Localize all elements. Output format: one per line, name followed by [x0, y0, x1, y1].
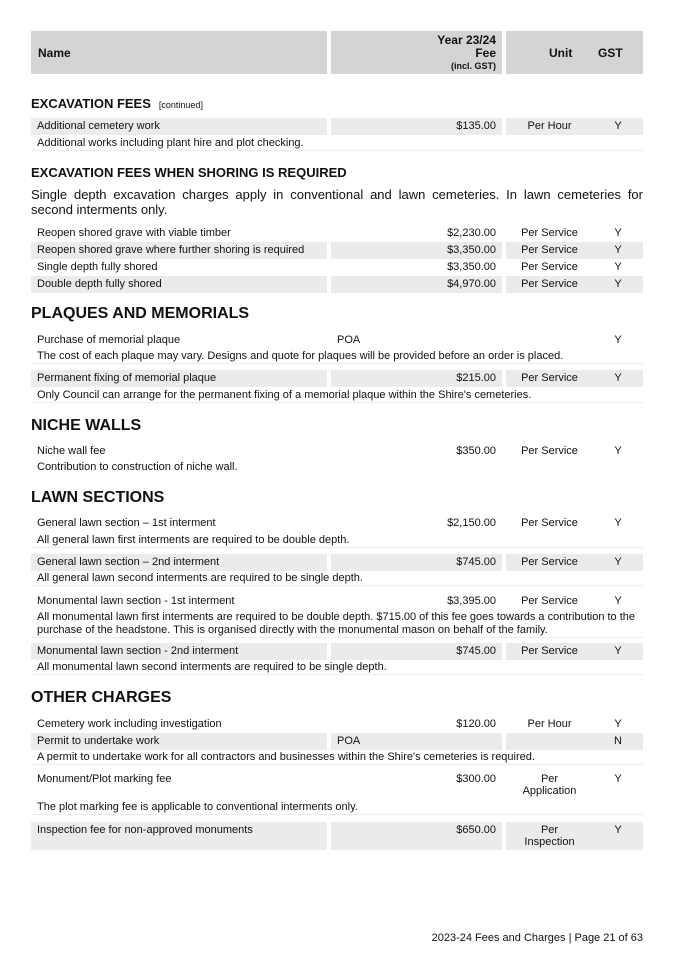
table-row	[31, 771, 643, 799]
row-unit-line: Application	[522, 785, 577, 797]
row-note: All monumental lawn second interments are required to be single depth.	[31, 661, 643, 675]
row-note: The plot marking fee is applicable to conventional interments only.	[31, 801, 643, 815]
row-gst: Y	[614, 445, 622, 457]
row-unit: Per Service	[506, 276, 593, 293]
row-name: Monument/Plot marking fee	[37, 773, 172, 785]
table-row	[31, 554, 643, 571]
row-unit	[506, 822, 593, 850]
row-fee: $120.00	[456, 718, 496, 730]
section-title-plaques: PLAQUES AND MEMORIALS	[31, 305, 250, 322]
row-unit: Per Service	[506, 643, 593, 660]
row-name: Cemetery work including investigation	[37, 718, 222, 730]
section-title-lawn: LAWN SECTIONS	[31, 489, 165, 506]
header-fee	[437, 34, 496, 73]
header-fee-year: Year 23/24	[437, 33, 496, 47]
row-name: Permit to undertake work	[31, 733, 327, 750]
row-unit	[506, 733, 593, 750]
page-footer: 2023-24 Fees and Charges | Page 21 of 63	[431, 932, 643, 944]
header-unit: Unit	[549, 46, 573, 60]
row-note: All monumental lawn first interments are required to be double depth. $715.00 of this fee goes towards a contribution to the purchase of the headstone. This is organised directly with the monumental mason on behalf of the family.	[31, 611, 643, 638]
table-row	[31, 593, 643, 610]
header-gst: GST	[598, 46, 623, 60]
table-row	[31, 443, 643, 460]
row-gst: Y	[614, 718, 622, 730]
row-gst: Y	[614, 517, 622, 529]
row-fee: POA	[331, 733, 502, 750]
row-gst: Y	[614, 595, 622, 607]
row-note: All general lawn second interments are required to be single depth.	[31, 572, 643, 586]
section-title-excavation	[31, 96, 203, 111]
row-unit: Per Service	[521, 595, 578, 607]
header-fee-note: (incl. GST)	[451, 61, 496, 71]
row-unit	[506, 332, 593, 349]
row-unit: Per Service	[521, 445, 578, 457]
row-name: Purchase of memorial plaque	[37, 334, 181, 346]
row-gst: Y	[593, 242, 643, 259]
row-unit: Per Service	[506, 554, 593, 571]
row-fee: $4,970.00	[331, 276, 502, 293]
row-fee: $135.00	[331, 118, 502, 135]
row-fee: $650.00	[331, 822, 502, 850]
table-row	[31, 822, 643, 850]
row-note: Only Council can arrange for the permanent fixing of a memorial plaque within the Shire's cemeteries.	[31, 389, 643, 403]
row-unit	[506, 771, 593, 799]
row-fee: $745.00	[331, 643, 502, 660]
row-unit-line: Per	[540, 824, 559, 836]
row-note: All general lawn first interments are required to be double depth.	[31, 534, 643, 548]
table-row	[31, 370, 643, 387]
row-name: Double depth fully shored	[31, 276, 327, 293]
header-fee-label: Fee	[475, 46, 496, 60]
table-row	[31, 515, 643, 532]
row-name: Monumental lawn section - 1st interment	[37, 595, 235, 607]
table-row	[31, 643, 643, 660]
row-unit: Per Service	[521, 227, 578, 239]
row-unit: Per Service	[506, 370, 593, 387]
row-name: Additional cemetery work	[31, 118, 327, 135]
section-title-other: OTHER CHARGES	[31, 689, 172, 706]
table-row	[31, 118, 643, 135]
row-gst: Y	[593, 643, 643, 660]
row-unit: Per Service	[521, 517, 578, 529]
row-gst: Y	[614, 227, 622, 239]
row-name: Reopen shored grave with viable timber	[37, 227, 231, 239]
row-gst: Y	[593, 118, 643, 135]
row-fee: $745.00	[331, 554, 502, 571]
row-gst: Y	[593, 276, 643, 293]
row-name: General lawn section – 1st interment	[37, 517, 216, 529]
header-name: Name	[38, 46, 71, 60]
row-fee: $3,350.00	[331, 242, 502, 259]
row-gst: Y	[593, 554, 643, 571]
row-fee: $2,150.00	[447, 517, 496, 529]
row-unit: Per Hour	[527, 718, 572, 730]
continued-label: [continued]	[158, 100, 203, 110]
row-name: General lawn section – 2nd interment	[31, 554, 327, 571]
row-fee: $3,395.00	[447, 595, 496, 607]
row-fee: $300.00	[456, 773, 496, 785]
row-gst: Y	[614, 334, 622, 346]
table-row	[31, 276, 643, 293]
row-gst: Y	[593, 370, 643, 387]
row-unit-line: Inspection	[524, 836, 575, 848]
row-unit: Per Service	[521, 261, 578, 273]
row-gst: N	[593, 733, 643, 750]
section-title-shoring: EXCAVATION FEES WHEN SHORING IS REQUIRED	[31, 165, 347, 180]
row-note: The cost of each plaque may vary. Designs and quote for plaques will be provided before an order is placed.	[31, 350, 643, 364]
table-row	[31, 332, 643, 349]
row-unit-line: Per	[540, 773, 559, 785]
table-header	[31, 31, 643, 74]
section-description: Single depth excavation charges apply in conventional and lawn cemeteries. In lawn cemeteries for second interments only.	[31, 187, 643, 217]
table-row	[31, 259, 643, 276]
table-row	[31, 242, 643, 259]
row-name: Single depth fully shored	[37, 261, 158, 273]
header-fee-cell	[331, 31, 502, 74]
section-title-niche: NICHE WALLS	[31, 417, 142, 434]
row-unit: Per Hour	[506, 118, 593, 135]
row-fee: $215.00	[331, 370, 502, 387]
row-fee: POA	[337, 334, 361, 346]
table-row	[31, 225, 643, 242]
row-name: Reopen shored grave where further shoring is required	[31, 242, 327, 259]
row-unit: Per Service	[506, 242, 593, 259]
row-gst: Y	[593, 822, 643, 850]
row-fee: $2,230.00	[447, 227, 496, 239]
table-row	[31, 733, 643, 750]
row-note: A permit to undertake work for all contractors and businesses within the Shire's cemeteries is required.	[31, 751, 643, 765]
row-fee: $350.00	[456, 445, 496, 457]
row-note: Contribution to construction of niche wall.	[37, 461, 238, 473]
header-unit-gst-cell	[506, 31, 643, 74]
row-name: Permanent fixing of memorial plaque	[31, 370, 327, 387]
row-name: Inspection fee for non-approved monuments	[31, 822, 327, 850]
row-fee: $3,350.00	[447, 261, 496, 273]
row-name: Monumental lawn section - 2nd interment	[31, 643, 327, 660]
row-note: Additional works including plant hire and plot checking.	[31, 137, 643, 151]
table-row	[31, 716, 643, 733]
section-title-text: EXCAVATION FEES	[31, 96, 151, 111]
row-gst: Y	[614, 261, 622, 273]
row-name: Niche wall fee	[37, 445, 106, 457]
row-gst: Y	[614, 773, 622, 785]
header-name-cell	[31, 31, 327, 74]
